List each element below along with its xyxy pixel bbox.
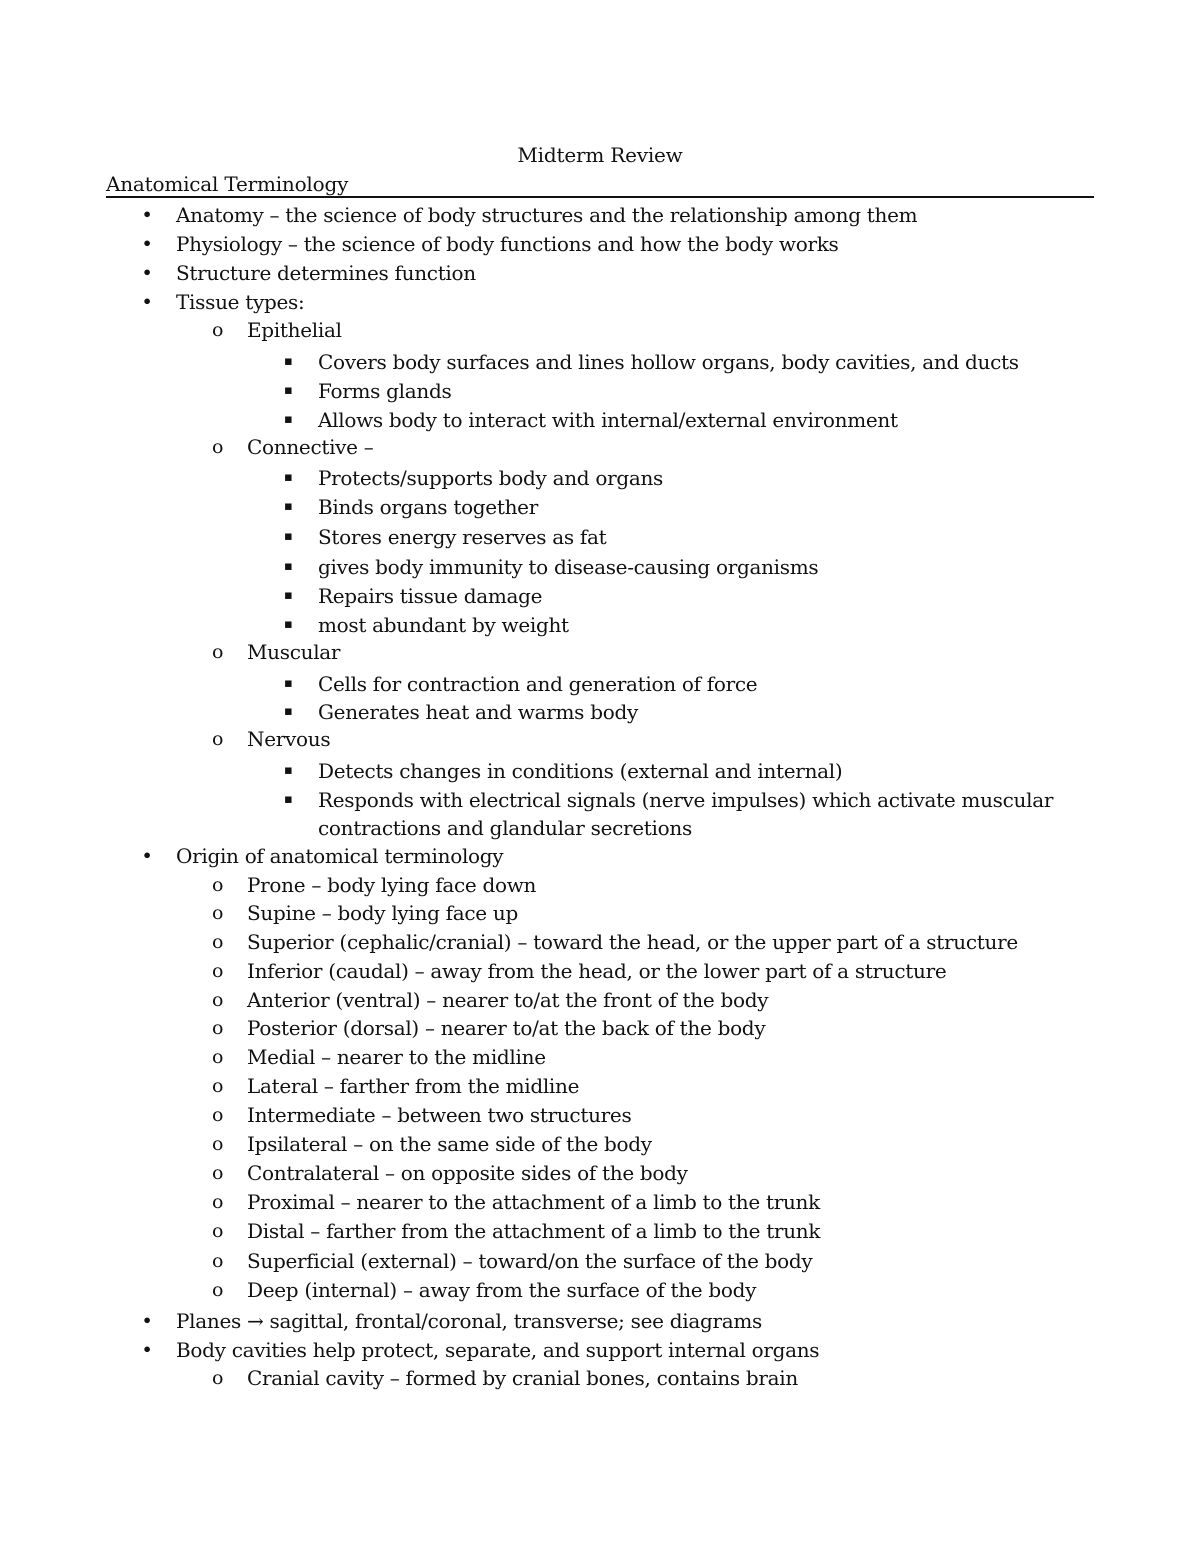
list-marker: o bbox=[212, 436, 224, 458]
item-text: Binds organs together bbox=[318, 495, 538, 519]
bullet-item bbox=[142, 288, 305, 316]
sub-item bbox=[212, 433, 374, 461]
list-marker: o bbox=[212, 319, 224, 341]
list-marker: o bbox=[212, 989, 224, 1011]
list-marker: o bbox=[212, 1046, 224, 1068]
sub-sub-item bbox=[284, 493, 538, 521]
list-marker: o bbox=[212, 728, 224, 750]
item-text: Cells for contraction and generation of force bbox=[318, 672, 758, 696]
bullet-item bbox=[142, 259, 476, 287]
list-marker: ▪ bbox=[284, 792, 293, 807]
list-marker: • bbox=[142, 1311, 152, 1330]
sub-sub-item bbox=[284, 670, 758, 698]
item-text: Body cavities help protect, separate, and support internal organs bbox=[176, 1338, 820, 1362]
list-marker: o bbox=[212, 1191, 224, 1213]
list-marker: o bbox=[212, 1367, 224, 1389]
list-marker: o bbox=[212, 874, 224, 896]
item-text: Origin of anatomical terminology bbox=[176, 844, 504, 868]
item-text: Tissue types: bbox=[176, 290, 305, 314]
list-marker: o bbox=[212, 1250, 224, 1272]
list-marker: • bbox=[142, 234, 152, 253]
sub-item bbox=[212, 1130, 652, 1158]
item-text: Physiology – the science of body functions and how the body works bbox=[176, 232, 839, 256]
sub-sub-item bbox=[284, 464, 664, 492]
item-text: Distal – farther from the attachment of a limb to the trunk bbox=[247, 1219, 821, 1243]
list-marker: o bbox=[212, 641, 224, 663]
item-text: Intermediate – between two structures bbox=[247, 1103, 632, 1127]
sub-item bbox=[212, 1159, 688, 1187]
item-text: Prone – body lying face down bbox=[247, 873, 537, 897]
item-text: gives body immunity to disease-causing organisms bbox=[318, 555, 819, 579]
list-marker: ▪ bbox=[284, 676, 293, 691]
item-text: Forms glands bbox=[318, 379, 452, 403]
sub-sub-item bbox=[318, 814, 692, 842]
item-text: Allows body to interact with internal/external environment bbox=[318, 408, 898, 432]
list-marker: o bbox=[212, 1017, 224, 1039]
item-text: Lateral – farther from the midline bbox=[247, 1074, 580, 1098]
sub-item bbox=[212, 986, 769, 1014]
list-marker: ▪ bbox=[284, 704, 293, 719]
list-marker: ▪ bbox=[284, 470, 293, 485]
item-text: Repairs tissue damage bbox=[318, 584, 543, 608]
sub-item bbox=[212, 899, 518, 927]
section-divider bbox=[106, 196, 1094, 198]
item-text: Inferior (caudal) – away from the head, or the lower part of a structure bbox=[247, 959, 947, 983]
list-marker: ▪ bbox=[284, 529, 293, 544]
list-marker: • bbox=[142, 292, 152, 311]
list-marker: o bbox=[212, 1075, 224, 1097]
item-text: Generates heat and warms body bbox=[318, 700, 638, 724]
list-marker: ▪ bbox=[284, 559, 293, 574]
document-title: Midterm Review bbox=[517, 143, 683, 167]
list-marker: o bbox=[212, 1162, 224, 1184]
list-marker: • bbox=[142, 205, 152, 224]
sub-item bbox=[212, 928, 1018, 956]
item-text: Anatomy – the science of body structures and the relationship among them bbox=[176, 203, 918, 227]
sub-sub-item bbox=[284, 698, 638, 726]
sub-item bbox=[212, 1014, 766, 1042]
list-marker: ▪ bbox=[284, 588, 293, 603]
sub-item bbox=[212, 871, 537, 899]
sub-item bbox=[212, 638, 341, 666]
item-text: Contralateral – on opposite sides of the body bbox=[247, 1161, 688, 1185]
sub-sub-item bbox=[284, 348, 1019, 376]
item-text: Superficial (external) – toward/on the surface of the body bbox=[247, 1249, 813, 1273]
sub-item bbox=[212, 1072, 580, 1100]
sub-sub-item bbox=[284, 611, 569, 639]
sub-sub-item bbox=[284, 377, 452, 405]
sub-sub-item bbox=[284, 523, 607, 551]
sub-item bbox=[212, 1276, 757, 1304]
section-heading: Anatomical Terminology bbox=[106, 172, 349, 196]
sub-item bbox=[212, 1217, 821, 1245]
list-marker: o bbox=[212, 1220, 224, 1242]
item-text: Posterior (dorsal) – nearer to/at the back of the body bbox=[247, 1016, 766, 1040]
sub-item bbox=[212, 725, 331, 753]
list-marker: ▪ bbox=[284, 354, 293, 369]
item-text: Protects/supports body and organs bbox=[318, 466, 664, 490]
sub-sub-item bbox=[284, 582, 543, 610]
item-text: Responds with electrical signals (nerve impulses) which activate muscular bbox=[318, 788, 1054, 812]
item-text: most abundant by weight bbox=[318, 613, 569, 637]
item-text: Covers body surfaces and lines hollow organs, body cavities, and ducts bbox=[318, 350, 1019, 374]
sub-item bbox=[212, 1188, 820, 1216]
list-marker: o bbox=[212, 1104, 224, 1126]
list-marker: • bbox=[142, 263, 152, 282]
sub-item bbox=[212, 1043, 546, 1071]
item-text: Muscular bbox=[247, 640, 341, 664]
bullet-item bbox=[142, 842, 504, 870]
list-marker: • bbox=[142, 1340, 152, 1359]
list-marker: ▪ bbox=[284, 763, 293, 778]
item-text: Anterior (ventral) – nearer to/at the front of the body bbox=[247, 988, 769, 1012]
sub-item bbox=[212, 1247, 813, 1275]
sub-sub-item bbox=[284, 786, 1054, 814]
list-marker: o bbox=[212, 1133, 224, 1155]
item-text: Structure determines function bbox=[176, 261, 476, 285]
sub-item bbox=[212, 1364, 798, 1392]
item-text: Connective – bbox=[247, 435, 374, 459]
list-marker: • bbox=[142, 846, 152, 865]
list-marker: o bbox=[212, 960, 224, 982]
sub-item bbox=[212, 316, 342, 344]
item-text: Supine – body lying face up bbox=[247, 901, 518, 925]
item-text: Detects changes in conditions (external and internal) bbox=[318, 759, 843, 783]
sub-sub-item bbox=[284, 757, 843, 785]
sub-sub-item bbox=[284, 553, 819, 581]
sub-item bbox=[212, 957, 947, 985]
bullet-item bbox=[142, 1336, 820, 1364]
item-text: Proximal – nearer to the attachment of a limb to the trunk bbox=[247, 1190, 820, 1214]
list-marker: ▪ bbox=[284, 383, 293, 398]
item-text: Epithelial bbox=[247, 318, 342, 342]
list-marker: ▪ bbox=[284, 617, 293, 632]
bullet-item bbox=[142, 230, 839, 258]
list-marker: o bbox=[212, 1279, 224, 1301]
sub-item bbox=[212, 1101, 632, 1129]
bullet-item bbox=[142, 1307, 762, 1335]
list-marker: ▪ bbox=[284, 499, 293, 514]
item-text: Stores energy reserves as fat bbox=[318, 525, 607, 549]
item-text: Medial – nearer to the midline bbox=[247, 1045, 546, 1069]
item-text: Deep (internal) – away from the surface of the body bbox=[247, 1278, 757, 1302]
item-text: contractions and glandular secretions bbox=[318, 816, 692, 840]
list-marker: ▪ bbox=[284, 412, 293, 427]
item-text: Planes → sagittal, frontal/coronal, transverse; see diagrams bbox=[176, 1309, 762, 1333]
list-marker: o bbox=[212, 931, 224, 953]
item-text: Nervous bbox=[247, 727, 331, 751]
item-text: Cranial cavity – formed by cranial bones, contains brain bbox=[247, 1366, 798, 1390]
item-text: Superior (cephalic/cranial) – toward the head, or the upper part of a structure bbox=[247, 930, 1018, 954]
bullet-item bbox=[142, 201, 918, 229]
sub-sub-item bbox=[284, 406, 898, 434]
item-text: Ipsilateral – on the same side of the body bbox=[247, 1132, 652, 1156]
list-marker: o bbox=[212, 902, 224, 924]
